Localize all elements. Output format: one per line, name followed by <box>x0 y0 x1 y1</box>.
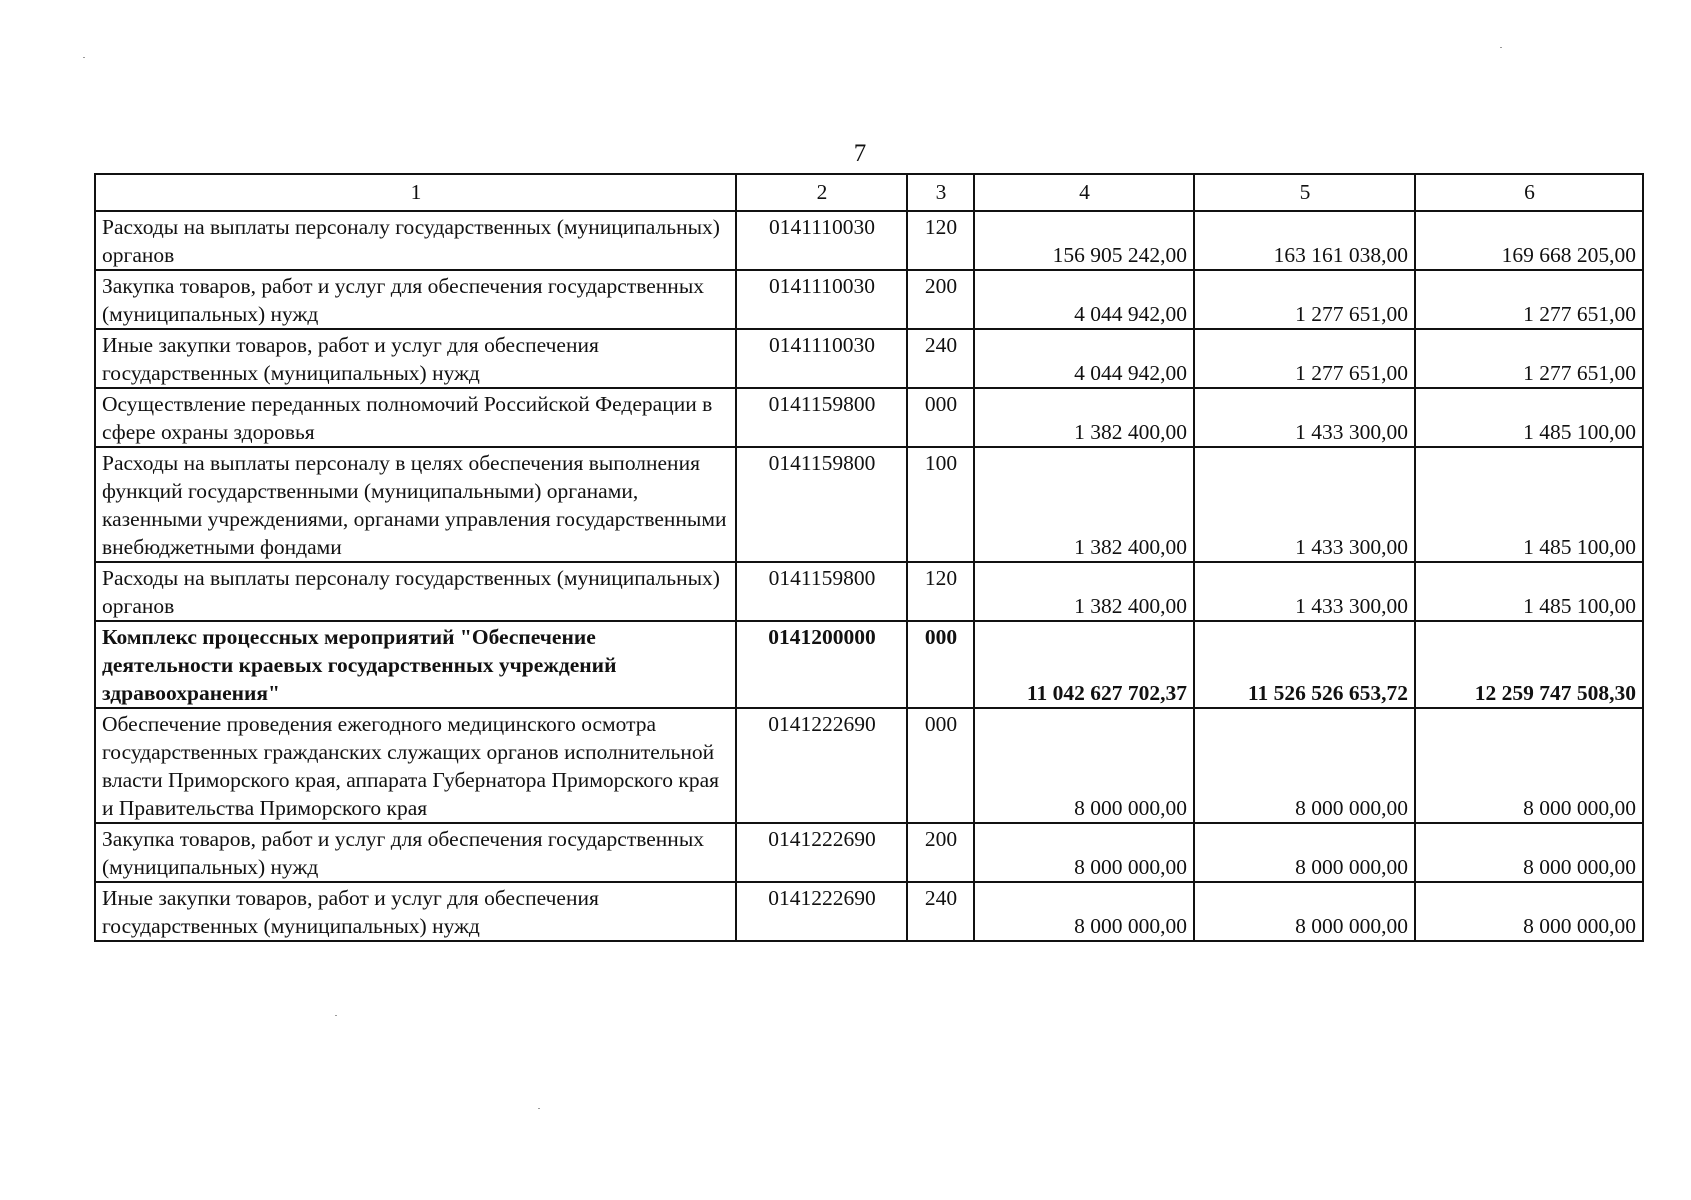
row-sum-col5-cell: 8 000 000,00 <box>1194 708 1415 823</box>
row-sum-col5-cell: 1 433 300,00 <box>1194 388 1415 447</box>
row-code-cell: 0141110030 <box>736 329 907 388</box>
row-type-cell: 000 <box>907 621 974 708</box>
row-type-cell: 000 <box>907 708 974 823</box>
row-sum-col5-cell: 1 433 300,00 <box>1194 562 1415 621</box>
row-type-cell: 120 <box>907 562 974 621</box>
table-row <box>95 621 1643 708</box>
row-name-cell: Комплекс процессных мероприятий "Обеспечение деятельности краевых государственных учреждений здравоохранения" <box>95 621 736 708</box>
table-row <box>95 211 1643 270</box>
row-sum-col4-cell: 8 000 000,00 <box>974 882 1194 941</box>
page-number: 7 <box>853 140 867 167</box>
row-code-cell: 0141159800 <box>736 562 907 621</box>
budget-table <box>94 173 1644 942</box>
row-name-cell: Закупка товаров, работ и услуг для обеспечения государственных (муниципальных) нужд <box>95 823 736 882</box>
table-row <box>95 447 1643 562</box>
row-name-cell: Расходы на выплаты персоналу в целях обеспечения выполнения функций государственными (муниципальными) органами, казенными учреждениями, органами управления государственными внебюджетными фондами <box>95 447 736 562</box>
row-sum-col4-cell: 8 000 000,00 <box>974 708 1194 823</box>
row-sum-col6-cell: 1 485 100,00 <box>1415 447 1643 562</box>
row-sum-col5-cell: 8 000 000,00 <box>1194 882 1415 941</box>
row-type-cell: 100 <box>907 447 974 562</box>
row-sum-col4-cell: 4 044 942,00 <box>974 270 1194 329</box>
row-type-cell: 000 <box>907 388 974 447</box>
row-name-cell: Обеспечение проведения ежегодного медицинского осмотра государственных гражданских служащих органов исполнительной власти Приморского края, аппарата Губернатора Приморского края и Правительства Приморского края <box>95 708 736 823</box>
row-sum-col4-cell: 11 042 627 702,37 <box>974 621 1194 708</box>
row-sum-col6-cell: 1 485 100,00 <box>1415 562 1643 621</box>
row-sum-col5-cell: 11 526 526 653,72 <box>1194 621 1415 708</box>
row-name-cell: Расходы на выплаты персоналу государственных (муниципальных) органов <box>95 211 736 270</box>
header-cell: 5 <box>1194 174 1415 211</box>
row-code-cell: 0141200000 <box>736 621 907 708</box>
scan-speck <box>1500 47 1502 48</box>
row-code-cell: 0141110030 <box>736 211 907 270</box>
row-sum-col5-cell: 1 433 300,00 <box>1194 447 1415 562</box>
row-type-cell: 200 <box>907 823 974 882</box>
row-sum-col4-cell: 4 044 942,00 <box>974 329 1194 388</box>
scan-speck <box>538 1108 540 1109</box>
row-type-cell: 200 <box>907 270 974 329</box>
row-code-cell: 0141159800 <box>736 447 907 562</box>
row-sum-col4-cell: 1 382 400,00 <box>974 388 1194 447</box>
header-cell: 3 <box>907 174 974 211</box>
table-row <box>95 388 1643 447</box>
table-row <box>95 823 1643 882</box>
row-sum-col6-cell: 1 485 100,00 <box>1415 388 1643 447</box>
row-sum-col6-cell: 8 000 000,00 <box>1415 823 1643 882</box>
row-sum-col4-cell: 1 382 400,00 <box>974 562 1194 621</box>
row-sum-col5-cell: 163 161 038,00 <box>1194 211 1415 270</box>
row-code-cell: 0141222690 <box>736 823 907 882</box>
row-name-cell: Расходы на выплаты персоналу государственных (муниципальных) органов <box>95 562 736 621</box>
row-type-cell: 120 <box>907 211 974 270</box>
row-sum-col6-cell: 1 277 651,00 <box>1415 329 1643 388</box>
row-sum-col6-cell: 8 000 000,00 <box>1415 708 1643 823</box>
table-row <box>95 708 1643 823</box>
row-sum-col5-cell: 1 277 651,00 <box>1194 270 1415 329</box>
row-sum-col6-cell: 12 259 747 508,30 <box>1415 621 1643 708</box>
row-name-cell: Закупка товаров, работ и услуг для обеспечения государственных (муниципальных) нужд <box>95 270 736 329</box>
row-code-cell: 0141159800 <box>736 388 907 447</box>
row-sum-col5-cell: 1 277 651,00 <box>1194 329 1415 388</box>
scan-speck <box>335 1015 337 1016</box>
row-sum-col6-cell: 8 000 000,00 <box>1415 882 1643 941</box>
row-name-cell: Осуществление переданных полномочий Российской Федерации в сфере охраны здоровья <box>95 388 736 447</box>
table-row <box>95 329 1643 388</box>
header-cell: 6 <box>1415 174 1643 211</box>
table-row <box>95 562 1643 621</box>
row-sum-col4-cell: 156 905 242,00 <box>974 211 1194 270</box>
row-code-cell: 0141110030 <box>736 270 907 329</box>
row-sum-col6-cell: 1 277 651,00 <box>1415 270 1643 329</box>
row-sum-col6-cell: 169 668 205,00 <box>1415 211 1643 270</box>
header-cell: 4 <box>974 174 1194 211</box>
row-code-cell: 0141222690 <box>736 882 907 941</box>
row-code-cell: 0141222690 <box>736 708 907 823</box>
row-type-cell: 240 <box>907 329 974 388</box>
row-sum-col4-cell: 8 000 000,00 <box>974 823 1194 882</box>
row-name-cell: Иные закупки товаров, работ и услуг для обеспечения государственных (муниципальных) нужд <box>95 882 736 941</box>
header-cell: 2 <box>736 174 907 211</box>
row-type-cell: 240 <box>907 882 974 941</box>
row-sum-col4-cell: 1 382 400,00 <box>974 447 1194 562</box>
table-row <box>95 882 1643 941</box>
row-name-cell: Иные закупки товаров, работ и услуг для обеспечения государственных (муниципальных) нужд <box>95 329 736 388</box>
table-row <box>95 270 1643 329</box>
row-sum-col5-cell: 8 000 000,00 <box>1194 823 1415 882</box>
header-cell: 1 <box>95 174 736 211</box>
table-header-row <box>95 174 1643 211</box>
scan-speck <box>83 57 85 58</box>
